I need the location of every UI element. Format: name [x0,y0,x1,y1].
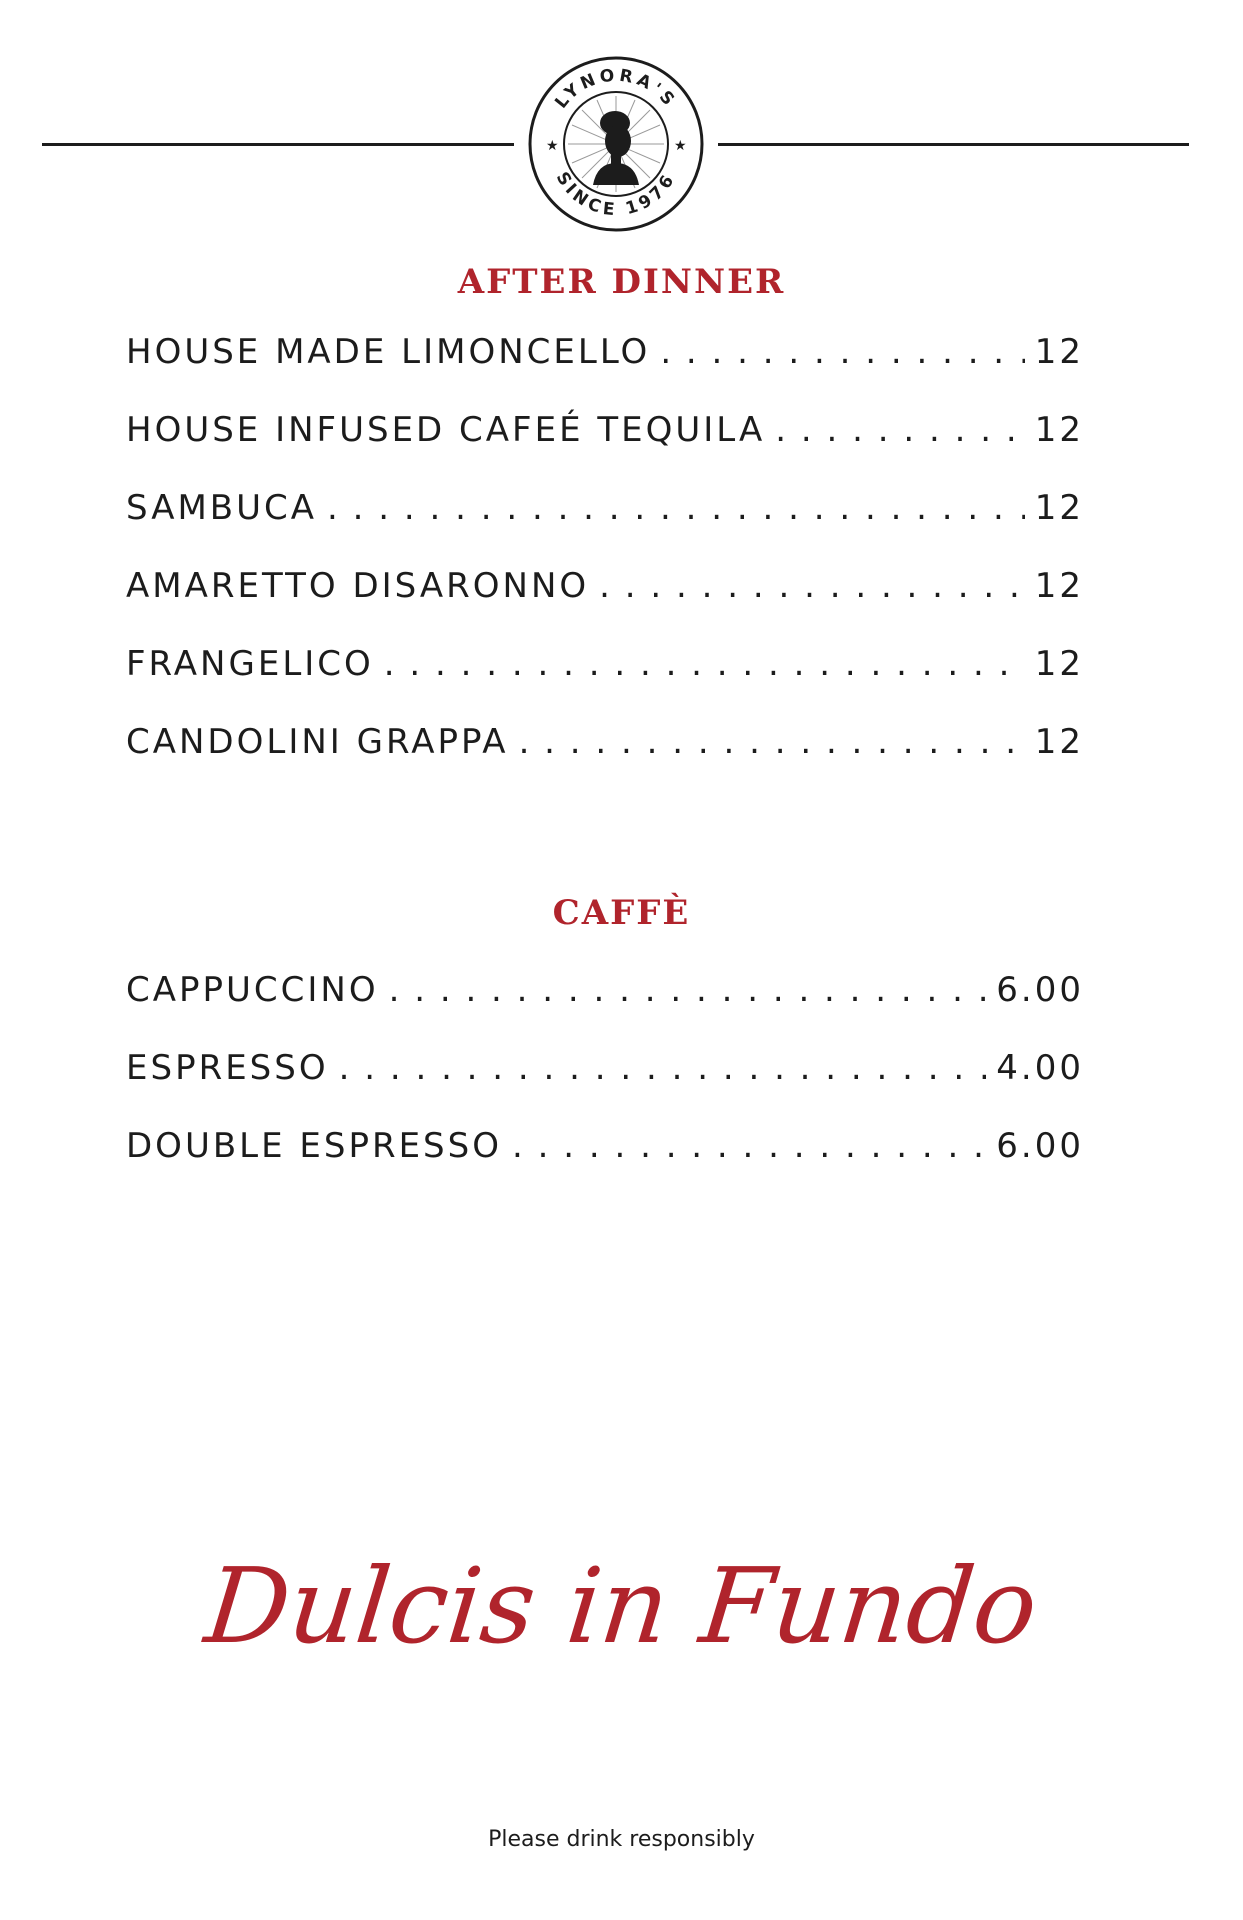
menu-item [126,644,1084,722]
item-name: HOUSE INFUSED CAFEÉ TEQUILA [126,410,766,450]
item-name: ESPRESSO [126,1048,329,1088]
dot-leader [384,644,1025,684]
item-price: 12 [1034,566,1084,606]
item-price: 12 [1034,332,1084,372]
section-title-after-dinner: AFTER DINNER [457,262,786,302]
dot-leader [660,332,1024,372]
menu-item [126,722,1084,800]
star-icon-right: ★ [674,138,687,154]
item-price: 12 [1034,722,1084,762]
dot-leader [339,1048,987,1088]
tagline-script: Dulcis in Fundo [199,1545,1043,1667]
item-name: FRANGELICO [126,644,374,684]
item-name: HOUSE MADE LIMONCELLO [126,332,651,372]
menu-item [126,410,1084,488]
dot-leader [327,488,1025,528]
item-price: 6.00 [996,970,1084,1010]
item-price: 6.00 [996,1126,1084,1166]
menu-item [126,488,1084,566]
item-price: 12 [1034,488,1084,528]
section-title-caffe: CAFFÈ [552,893,691,933]
item-price: 4.00 [996,1048,1084,1088]
item-name: CANDOLINI GRAPPA [126,722,509,762]
item-name: SAMBUCA [126,488,318,528]
header-rule-left [42,143,514,146]
item-name: AMARETTO DISARONNO [126,566,590,606]
item-name: DOUBLE ESPRESSO [126,1126,502,1166]
after-dinner-list [126,332,1084,800]
dot-leader [519,722,1025,762]
dot-leader [512,1126,986,1166]
item-price: 12 [1034,644,1084,684]
item-price: 12 [1034,410,1084,450]
menu-item [126,970,1084,1048]
dot-leader [775,410,1024,450]
star-icon-left: ★ [546,138,559,154]
lynoras-logo [527,55,705,233]
dot-leader [599,566,1025,606]
caffe-list [126,970,1084,1204]
menu-item [126,1048,1084,1126]
menu-item [126,566,1084,644]
item-name: CAPPUCCINO [126,970,379,1010]
logo-top-text: LYNORA'S [551,65,681,113]
dot-leader [389,970,987,1010]
menu-item [126,332,1084,410]
header-rule-right [718,143,1189,146]
logo-bottom-text: SINCE 1976 [551,168,681,221]
footer-note: Please drink responsibly [488,1827,755,1852]
menu-item [126,1126,1084,1204]
